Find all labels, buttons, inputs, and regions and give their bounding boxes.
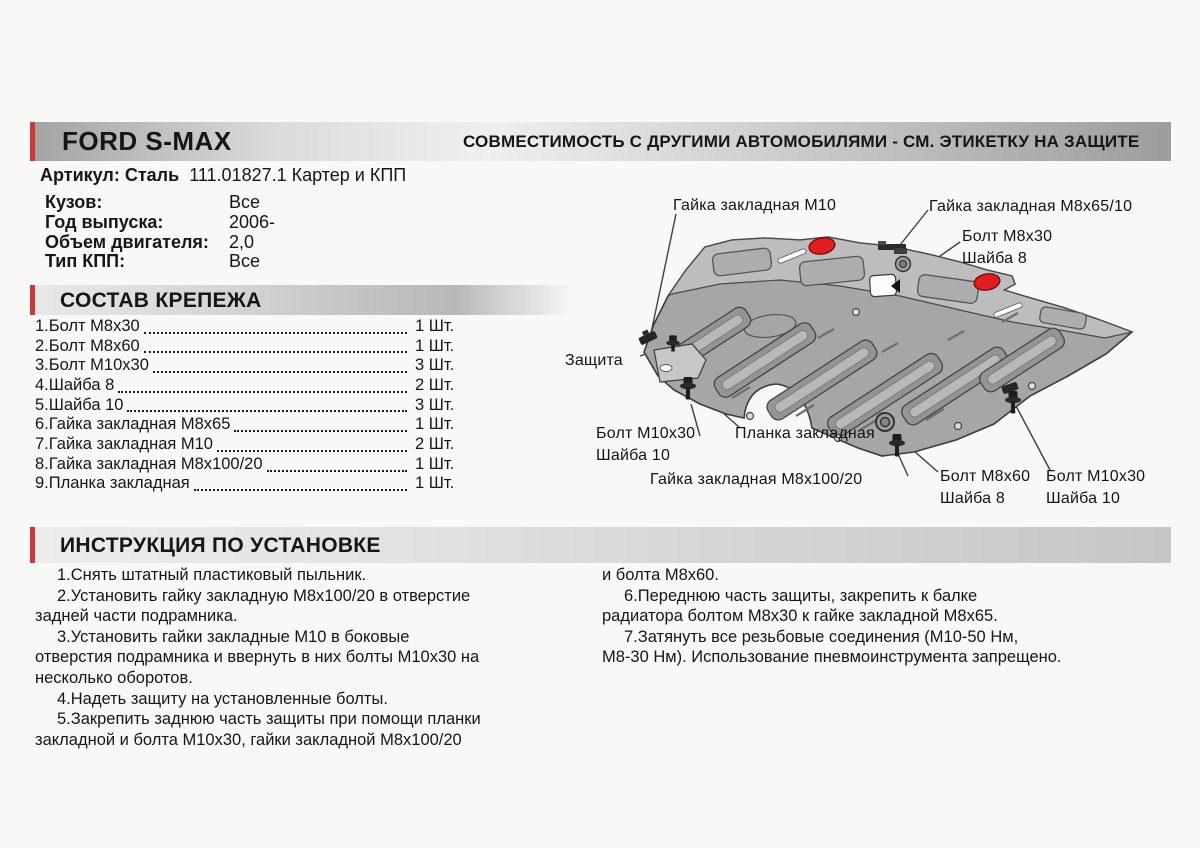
diagram-label-bolt-m10x30-right: Болт М10х30 — [1046, 468, 1146, 485]
diagram-label-nut-m8x100-20: Гайка закладная М8х100/20 — [650, 471, 863, 488]
hardware-list — [35, 317, 465, 494]
red-accent-edge — [30, 285, 35, 315]
instruction-line: отверстия подрамника и ввернуть в них болты М10х30 на — [35, 648, 480, 667]
spec-row-engine: Объем двигателя: 2,0 — [45, 231, 255, 252]
instruction-line: 3.Установить гайки закладные М10 в боковые — [57, 627, 410, 646]
spec-row-year: Год выпуска: 2006- — [45, 211, 276, 232]
dot-leader — [127, 410, 407, 412]
instructions-right-column — [602, 565, 1177, 668]
diagram-label-planka: Планка закладная — [735, 425, 875, 442]
hardware-item: 6.Гайка закладная М8х65 1 Шт. — [35, 415, 455, 434]
instruction-line: 5.Закрепить заднюю часть защиты при помощи планки — [57, 710, 481, 729]
hardware-section-title: СОСТАВ КРЕПЕЖА — [60, 289, 262, 312]
instruction-line: задней части подрамника. — [35, 607, 238, 626]
diagram-label-washer-10-right: Шайба 10 — [1046, 490, 1121, 507]
dot-leader — [153, 371, 407, 373]
instructions-left-column — [35, 565, 600, 750]
instruction-line: М8-30 Нм). Использование пневмоинструмента запрещено. — [602, 648, 1062, 667]
spec-table — [45, 193, 445, 272]
hardware-item: 9.Планка закладная 1 Шт. — [35, 474, 455, 493]
diagram-label-nut-m10: Гайка закладная М10 — [673, 197, 837, 214]
article-label: Артикул: Сталь — [40, 165, 180, 185]
dot-leader — [217, 450, 407, 452]
dot-leader — [144, 332, 407, 334]
service-hole — [869, 274, 900, 297]
hardware-item: 3.Болт М10х30 3 Шт. — [35, 356, 455, 375]
hardware-section-bar — [30, 285, 575, 315]
dot-leader — [194, 489, 407, 491]
compatibility-note: СОВМЕСТИМОСТЬ С ДРУГИМИ АВТОМОБИЛЯМИ - СМ. ЭТИКЕТКУ НА ЗАЩИТЕ — [463, 132, 1140, 151]
dot-leader — [118, 391, 407, 393]
instruction-line: несколько оборотов. — [35, 668, 193, 687]
hardware-item: 1.Болт М8х30 1 Шт. — [35, 316, 455, 335]
article-line — [40, 165, 406, 186]
instruction-line: 4.Надеть защиту на установленные болты. — [57, 689, 388, 708]
diagram-label-plate: Защита — [565, 352, 623, 369]
dot-leader — [267, 470, 407, 472]
diagram-label-bolt-m8x30: Болт М8х30 — [962, 228, 1053, 245]
hardware-item: 2.Болт М8х60 1 Шт. — [35, 336, 455, 355]
red-accent-edge — [30, 122, 35, 161]
leader-line — [1016, 406, 1050, 470]
diagram-label-washer-8: Шайба 8 — [962, 250, 1027, 267]
diagram-label-nut-m8x65-10: Гайка закладная М8х65/10 — [929, 198, 1133, 215]
instructions-section-title: ИНСТРУКЦИЯ ПО УСТАНОВКЕ — [60, 534, 381, 557]
spec-row-body: Кузов: Все — [45, 192, 261, 212]
diagram-label-bolt-m10x30-left: Болт М10х30 — [596, 425, 696, 442]
red-accent-edge — [30, 527, 35, 563]
instruction-line: 7.Затянуть все резьбовые соединения (М10-50 Нм, — [624, 627, 1019, 646]
diagram-label-washer-8-right: Шайба 8 — [940, 490, 1005, 507]
instruction-line: 6.Переднюю часть защиты, закрепить к балке — [624, 586, 978, 605]
instruction-line: 2.Установить гайку закладную М8х100/20 в отверстие — [57, 586, 471, 605]
instruction-line: 1.Снять штатный пластиковый пыльник. — [57, 566, 367, 584]
hardware-item: 8.Гайка закладная М8х100/20 1 Шт. — [35, 454, 455, 473]
diagram-label-bolt-m8x60: Болт М8х60 — [940, 468, 1031, 485]
hardware-item: 7.Гайка закладная М10 2 Шт. — [35, 435, 455, 454]
instructions-section-bar — [30, 527, 1171, 563]
instruction-line: радиатора болтом М8х30 к гайке закладной М8х65. — [602, 607, 998, 626]
dot-leader — [234, 430, 407, 432]
page-title: FORD S-MAX — [62, 126, 232, 156]
dot-leader — [144, 351, 407, 353]
center-screw-hole — [896, 257, 911, 272]
header-bar — [30, 122, 1171, 161]
spec-row-gearbox: Тип КПП: Все — [45, 251, 261, 272]
instruction-line: закладной и болта М10х30, гайки закладной М8х100/20 — [35, 730, 462, 749]
diagram-label-washer-10-left: Шайба 10 — [596, 447, 671, 464]
skid-plate-diagram — [560, 190, 1200, 522]
hardware-item: 5.Шайба 10 3 Шт. — [35, 395, 455, 414]
hardware-item: 4.Шайба 8 2 Шт. — [35, 376, 455, 395]
rear-ring-hole — [876, 413, 894, 431]
instruction-line: и болта М8х60. — [602, 566, 719, 584]
article-value: 111.01827.1 Картер и КПП — [189, 165, 407, 185]
